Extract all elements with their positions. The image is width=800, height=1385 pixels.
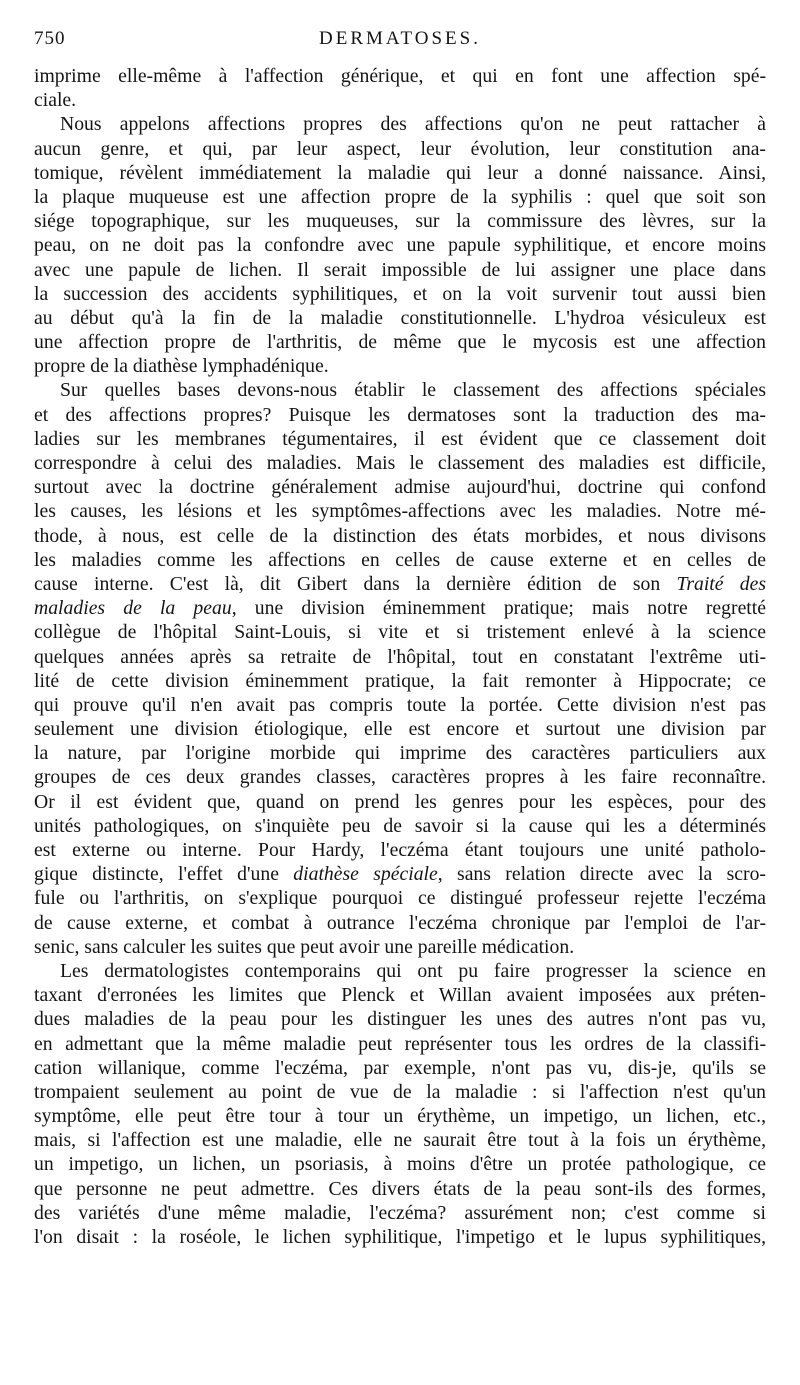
running-head	[34, 22, 766, 58]
line-segment: fule ou l'arthritis, on s'explique pourquoi ce distingué professeur rejette l'eczéma	[34, 887, 766, 910]
italic-title: diathèse spéciale	[293, 863, 438, 886]
text-line	[34, 838, 766, 862]
running-title: DERMATOSES.	[319, 28, 481, 49]
text-line	[34, 669, 766, 693]
line-segment: groupes de ces deux grandes classes, caractères propres à les faire reconnaître.	[34, 766, 766, 789]
line-segment: aucun genre, et qui, par leur aspect, leur évolution, leur constitution ana-	[34, 137, 766, 160]
italic-title: Traité des	[676, 572, 766, 595]
text-line	[34, 1056, 766, 1080]
text-line	[34, 596, 766, 620]
text-line	[34, 64, 766, 88]
line-segment: senic, sans calculer les suites que peut avoir une pareille médication.	[34, 935, 575, 958]
line-segment: une affection propre de l'arthritis, de même que le mycosis est une affection	[34, 331, 766, 354]
line-segment: et des affections propres? Puisque les dermatoses sont la traduction des ma-	[34, 403, 766, 426]
text-line	[34, 814, 766, 838]
text-line	[34, 185, 766, 209]
line-segment: surtout avec la doctrine généralement admise aujourd'hui, doctrine qui confond	[34, 476, 766, 499]
text-line	[34, 693, 766, 717]
line-segment: lité de cette division éminemment pratique, la fait remonter à Hippocrate; ce	[34, 669, 766, 692]
line-segment: un impetigo, un lichen, un psoriasis, à moins d'être un protée pathologique, ce	[34, 1153, 766, 1176]
line-segment: ladies sur les membranes tégumentaires, il est évident que ce classement doit	[34, 427, 766, 450]
line-segment: cation willanique, comme l'eczéma, par exemple, n'ont pas vu, dis-je, qu'ils se	[34, 1056, 766, 1079]
text-line	[34, 1177, 766, 1201]
text-line	[34, 209, 766, 233]
text-line	[34, 112, 766, 136]
text-line	[34, 88, 766, 112]
text-line	[34, 717, 766, 741]
text-line	[34, 645, 766, 669]
text-line	[34, 1128, 766, 1152]
text-line	[34, 572, 766, 596]
text-line	[34, 137, 766, 161]
text-line	[34, 427, 766, 451]
line-segment: imprime elle-même à l'affection générique, et qui en font une affection spé-	[34, 65, 766, 87]
line-segment: propre de la diathèse lymphadénique.	[34, 355, 329, 378]
line-segment: Or il est évident que, quand on prend les genres pour les espèces, pour des	[34, 790, 766, 813]
line-segment: tomique, révèlent immédiatement la maladie qui leur a donné naissance. Ainsi,	[34, 161, 766, 184]
line-segment: la plaque muqueuse est une affection propre de la syphilis : quel que soit son	[34, 185, 766, 208]
line-segment: mais, si l'affection est une maladie, elle ne saurait être tout à la fois un érythème,	[34, 1129, 766, 1152]
text-line	[34, 983, 766, 1007]
line-segment: gique distincte, l'effet d'une	[34, 863, 294, 886]
text-line	[34, 524, 766, 548]
paragraph	[34, 378, 766, 959]
page-number: 750	[34, 28, 66, 49]
text-line	[34, 959, 766, 983]
text-line	[34, 378, 766, 402]
text-line	[34, 911, 766, 935]
line-segment: les maladies comme les affections en celles de cause externe et en celles de	[34, 548, 766, 571]
line-segment: quelques années après sa retraite de l'hôpital, tout en constatant l'extrême uti-	[34, 645, 766, 668]
text-line	[34, 1225, 766, 1249]
line-segment: l'on disait : la roséole, le lichen syphilitique, l'impetigo et le lupus syphilitiques,	[34, 1226, 766, 1248]
text-line	[34, 620, 766, 644]
text-line	[34, 935, 766, 959]
line-segment: dues maladies de la peau pour les distinguer les unes des autres n'ont pas vu,	[34, 1008, 766, 1031]
text-line	[34, 765, 766, 789]
line-segment: thode, à nous, est celle de la distinction des états morbides, et nous divisons	[34, 524, 766, 547]
text-line	[34, 1201, 766, 1225]
line-segment: les causes, les lésions et les symptômes-affections avec les maladies. Notre mé-	[34, 500, 766, 523]
text-line	[34, 1007, 766, 1031]
text-line	[34, 451, 766, 475]
text-line	[34, 403, 766, 427]
line-segment: la nature, par l'origine morbide qui imprime des caractères particuliers aux	[34, 742, 766, 765]
line-segment: de cause externe, et combat à outrance l'eczéma chronique par l'emploi de l'ar-	[34, 911, 766, 934]
text-line	[34, 741, 766, 765]
paragraph	[34, 959, 766, 1249]
line-segment: collègue de l'hôpital Saint-Louis, si vite et si tristement enlevé à la science	[34, 621, 766, 644]
line-segment: avec une papule de lichen. Il serait impossible de lui assigner une place dans	[34, 258, 766, 281]
text-line	[34, 161, 766, 185]
text-line	[34, 1104, 766, 1128]
text-line	[34, 862, 766, 886]
text-line	[34, 475, 766, 499]
line-segment: seulement une division étiologique, elle est encore et surtout une division par	[34, 718, 766, 741]
line-segment: en admettant que la même maladie peut représenter tous les ordres de la classifi-	[34, 1032, 766, 1055]
line-segment: ciale.	[34, 89, 77, 112]
line-segment: au début qu'à la fin de la maladie constitutionnelle. L'hydroa vésiculeux est	[34, 306, 766, 329]
text-line	[34, 258, 766, 282]
line-segment: Sur quelles bases devons-nous établir le classement des affections spéciales	[60, 379, 766, 402]
text-line	[34, 1152, 766, 1176]
line-segment: correspondre à celui des maladies. Mais le classement des maladies est difficile,	[34, 452, 766, 474]
line-segment: siége topographique, sur les muqueuses, sur la commissure des lèvres, sur la	[34, 210, 766, 233]
line-segment: taxant d'erronées les limites que Plenck et Willan avaient imposées aux préten-	[34, 984, 766, 1007]
line-segment: que personne ne peut admettre. Ces divers états de la peau sont-ils des formes,	[34, 1177, 766, 1200]
text-line	[34, 1032, 766, 1056]
text-line	[34, 233, 766, 257]
line-segment: Les dermatologistes contemporains qui ont pu faire progresser la science en	[60, 959, 766, 982]
line-segment: cause interne. C'est là, dit Gibert dans la dernière édition de son	[34, 572, 677, 595]
paragraph	[34, 64, 766, 112]
line-segment: peau, on ne doit pas la confondre avec une papule syphilitique, et encore moins	[34, 234, 766, 257]
text-line	[34, 548, 766, 572]
line-segment: symptôme, elle peut être tour à tour un érythème, un impetigo, un lichen, etc.,	[34, 1105, 766, 1128]
text-line	[34, 886, 766, 910]
text-line	[34, 1080, 766, 1104]
line-segment: Nous appelons affections propres des affections qu'on ne peut rattacher à	[60, 113, 766, 136]
line-segment: la succession des accidents syphilitiques, et on la voit survenir tout aussi bien	[34, 282, 766, 305]
line-segment: , une division éminemment pratique; mais notre regretté	[231, 597, 766, 620]
line-segment: est externe ou interne. Pour Hardy, l'eczéma étant toujours une unité patholo-	[34, 839, 766, 861]
line-segment: des variétés d'une même maladie, l'eczéma? assurément non; c'est comme si	[34, 1201, 766, 1224]
italic-title: maladies de la peau	[34, 597, 232, 620]
paragraph	[34, 112, 766, 378]
page-body	[34, 64, 766, 1249]
line-segment: , sans relation directe avec la scro-	[437, 863, 766, 886]
text-line	[34, 354, 766, 378]
line-segment: unités pathologiques, on s'inquiète peu de savoir si la cause qui les a déterminés	[34, 814, 766, 837]
line-segment: qui prouve qu'il n'en avait pas compris toute la portée. Cette division n'est pas	[34, 693, 766, 716]
text-line	[34, 306, 766, 330]
text-line	[34, 330, 766, 354]
text-line	[34, 282, 766, 306]
text-line	[34, 499, 766, 523]
text-line	[34, 790, 766, 814]
line-segment: trompaient seulement au point de vue de la maladie : si l'affection n'est qu'un	[34, 1080, 766, 1103]
